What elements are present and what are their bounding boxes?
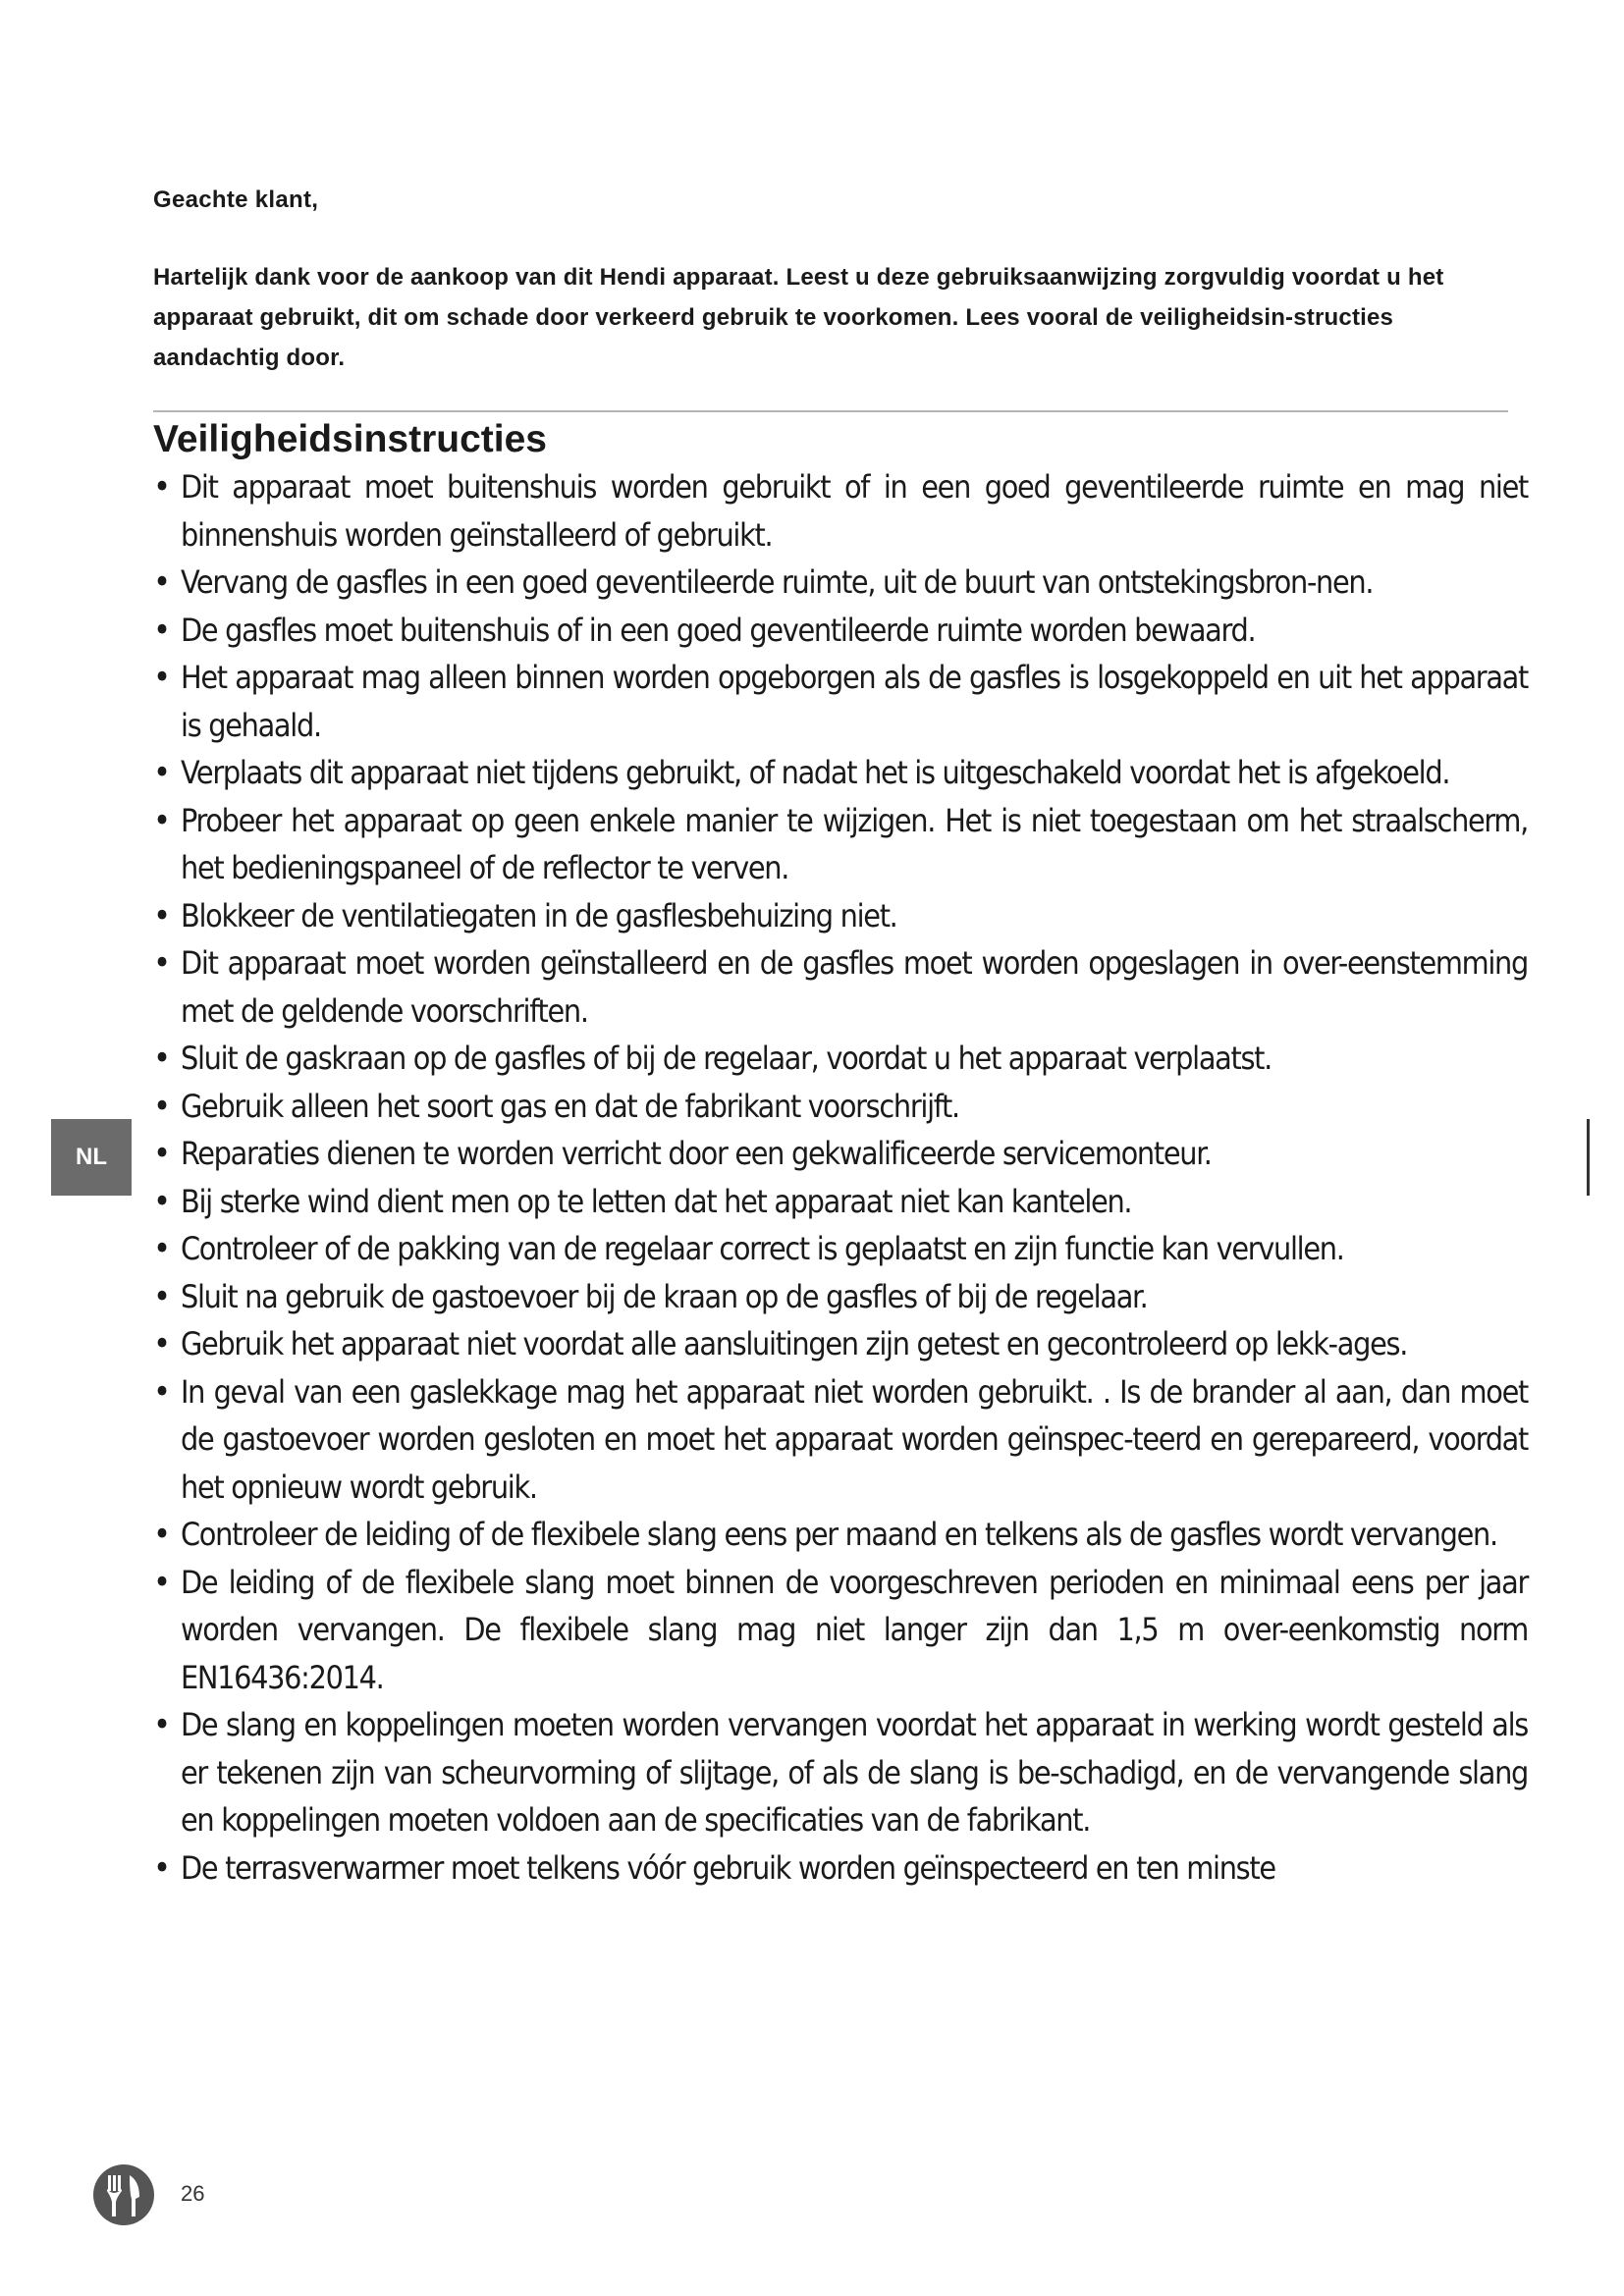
list-item: • Probeer het apparaat op geen enkele manier te wijzigen. Het is niet toegestaan om het straalscherm, het bedieningspaneel of de reflector te verven. bbox=[153, 797, 1528, 892]
list-item: • Controleer of de pakking van de regelaar correct is geplaatst en zijn functie kan vervullen. bbox=[153, 1225, 1528, 1273]
list-item: • Het apparaat mag alleen binnen worden opgeborgen als de gasfles is losgekoppeld en uit het apparaat is gehaald. bbox=[153, 654, 1528, 749]
list-item: • De slang en koppelingen moeten worden vervangen voordat het apparaat in werking wordt gesteld als er tekenen zijn van scheurvorming of slijtage, of als de slang is be-schadigd, en de vervangende slang en koppelingen moeten voldoen aan de specificaties van de fabrikant. bbox=[153, 1701, 1528, 1844]
list-item: • De gasfles moet buitenshuis of in een goed geventileerde ruimte worden bewaard. bbox=[153, 607, 1528, 655]
page-number: 26 bbox=[181, 2181, 205, 2206]
greeting: Geachte klant, bbox=[153, 187, 319, 213]
list-item: • Verplaats dit apparaat niet tijdens gebruikt, of nadat het is uitgeschakeld voordat het is afgekoeld. bbox=[153, 749, 1528, 797]
hendi-fork-knife-logo-icon bbox=[92, 2163, 155, 2226]
list-item: • In geval van een gaslekkage mag het apparaat niet worden gebruikt. . Is de brander al aan, dan moet de gastoevoer worden gesloten en moet het apparaat worden geïnspec-teerd en gerepareerd, voordat het opnieuw wordt gebruik. bbox=[153, 1368, 1528, 1512]
list-item: • Sluit na gebruik de gastoevoer bij de kraan op de gasfles of bij de regelaar. bbox=[153, 1273, 1528, 1321]
list-item: • Reparaties dienen te worden verricht door een gekwalificeerde servicemonteur. bbox=[153, 1130, 1528, 1178]
list-item: • Sluit de gaskraan op de gasfles of bij de regelaar, voordat u het apparaat verplaatst. bbox=[153, 1035, 1528, 1083]
section-title: Veiligheidsinstructies bbox=[153, 418, 547, 460]
list-item: • Controleer de leiding of de flexibele slang eens per maand en telkens als de gasfles wordt vervangen. bbox=[153, 1511, 1528, 1559]
margin-marker bbox=[1587, 1119, 1590, 1196]
list-item: • De leiding of de flexibele slang moet binnen de voorgeschreven perioden en minimaal eens per jaar worden vervangen. De flexibele slang mag niet langer zijn dan 1,5 m over-eenkomstig norm EN16436:2014. bbox=[153, 1559, 1528, 1702]
list-item: • Gebruik alleen het soort gas en dat de fabrikant voorschrijft. bbox=[153, 1083, 1528, 1131]
list-item: • Bij sterke wind dient men op te letten dat het apparaat niet kan kantelen. bbox=[153, 1178, 1528, 1226]
list-item: • Blokkeer de ventilatiegaten in de gasflesbehuizing niet. bbox=[153, 892, 1528, 940]
language-tab: NL bbox=[51, 1119, 132, 1196]
list-item: • Dit apparaat moet worden geïnstalleerd en de gasfles moet worden opgeslagen in over-eenstemming met de geldende voorschriften. bbox=[153, 939, 1528, 1035]
list-item: • Dit apparaat moet buitenshuis worden gebruikt of in een goed geventileerde ruimte en mag niet binnenshuis worden geïnstalleerd of gebruikt. bbox=[153, 463, 1528, 559]
section-divider bbox=[153, 410, 1508, 412]
list-item: • Gebruik het apparaat niet voordat alle aansluitingen zijn getest en gecontroleerd op lekk-ages. bbox=[153, 1320, 1528, 1368]
list-item: • Vervang de gasfles in een goed geventileerde ruimte, uit de buurt van ontstekingsbron-nen. bbox=[153, 559, 1528, 607]
intro-paragraph: Hartelijk dank voor de aankoop van dit Hendi apparaat. Leest u deze gebruiksaanwijzing zorgvuldig voordat u het apparaat gebruikt, dit om schade door verkeerd gebruik te voorkomen. Lees vooral de veiligheidsin-structies aandachtig door. bbox=[153, 264, 1444, 371]
list-item: • De terrasverwarmer moet telkens vóór gebruik worden geïnspecteerd en ten minste bbox=[153, 1844, 1528, 1893]
safety-instructions-list bbox=[153, 463, 1528, 1892]
